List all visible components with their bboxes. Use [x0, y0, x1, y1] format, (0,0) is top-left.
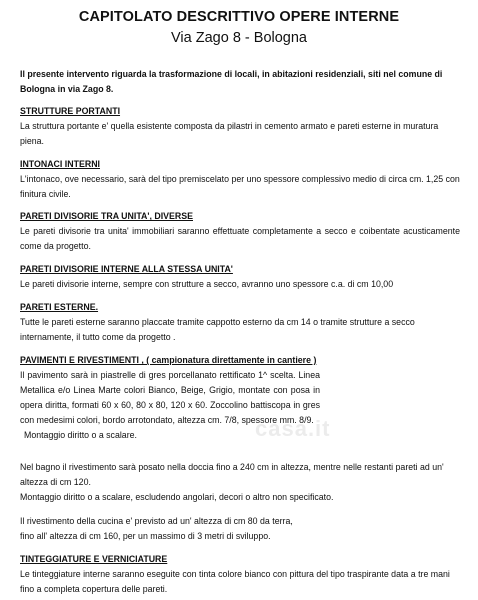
- section-pareti-divisorie-unita: [20, 209, 460, 254]
- section-intonaci: [20, 157, 460, 202]
- section-heading: INTONACI INTERNI: [20, 159, 100, 169]
- section-heading: PARETI DIVISORIE INTERNE ALLA STESSA UNITA': [20, 264, 233, 274]
- section-heading: PARETI DIVISORIE TRA UNITA', DIVERSE: [20, 211, 193, 221]
- document-subtitle: Via Zago 8 - Bologna: [171, 30, 307, 46]
- kitchen-paragraph: [20, 514, 460, 544]
- kitchen-text-line-1: Il rivestimento della cucina e' previsto ad un' altezza di cm 80 da terra,: [20, 516, 293, 526]
- section-text: Tutte le pareti esterne saranno placcate tramite cappotto esterno da cm 14 o tramite strutture a secco internamente, il tutto come da progetto .: [20, 317, 415, 342]
- section-text: Le pareti divisorie interne, sempre con strutture a secco, avranno uno spessore c.a. di cm 10,00: [20, 279, 394, 289]
- section-text: Il pavimento sarà in piastrelle di gres porcellanato rettificato 1^ scelta. Linea Metallica e/o Linea Marte colori Bianco, Beige, Grigio, montate con posa in opera diritta, formati 60 x 60, 80 x 80, 120 x 60. Zoccolino battiscopa in gres con medesimi colori, bordo arrotondato, altezza cm. 7/8, spessore mm. 8/9.: [20, 370, 320, 425]
- section-text: Le tinteggiature interne saranno eseguite con tinta colore bianco con pittura del tipo traspirante data a tre mani fino a completa copertura delle pareti.: [20, 569, 450, 594]
- bath-paragraph: [20, 460, 460, 505]
- section-heading: PAVIMENTI E RIVESTIMENTI , ( campionatura direttamente in cantiere ): [20, 355, 317, 365]
- bath-mount-text: Montaggio diritto o a scalare, escludendo angolari, decori o altro non specificato.: [20, 492, 334, 502]
- section-tinteggiature: [20, 552, 460, 597]
- section-heading: PARETI ESTERNE.: [20, 302, 99, 312]
- section-strutture: [20, 104, 460, 149]
- section-pareti-interne: [20, 262, 460, 292]
- watermark-logo: casa.it: [255, 416, 331, 441]
- section-heading: TINTEGGIATURE E VERNICIATURE: [20, 554, 168, 564]
- section-text: L'intonaco, ove necessario, sarà del tipo premiscelato per uno spessore complessivo medio di circa cm. 1,25 con finitura civile.: [20, 174, 460, 199]
- kitchen-text-line-2: fino all' altezza di cm 160, per un massimo di 3 metri di sviluppo.: [20, 531, 271, 541]
- section-heading: STRUTTURE PORTANTI: [20, 106, 121, 116]
- section-text: La struttura portante e' quella esistente composta da pilastri in cemento armato e pareti esterne in muratura piena.: [20, 121, 439, 146]
- document-title: CAPITOLATO DESCRITTIVO OPERE INTERNE: [78, 9, 400, 25]
- bath-text: Nel bagno il rivestimento sarà posato nella doccia fino a 240 cm in altezza, mentre nelle restanti pareti ad un' altezza di cm 120.: [20, 462, 444, 487]
- section-extra-text: Montaggio diritto o a scalare.: [24, 430, 137, 440]
- section-text: Le pareti divisorie tra unita' immobiliari saranno effettuate completamente a secco e coibentate acusticamente come da progetto.: [20, 226, 460, 251]
- intro-paragraph: Il presente intervento riguarda la trasformazione di locali, in abitazioni residenziali, siti nel comune di Bologna in via Zago 8.: [20, 69, 443, 94]
- section-pareti-esterne: [20, 300, 460, 345]
